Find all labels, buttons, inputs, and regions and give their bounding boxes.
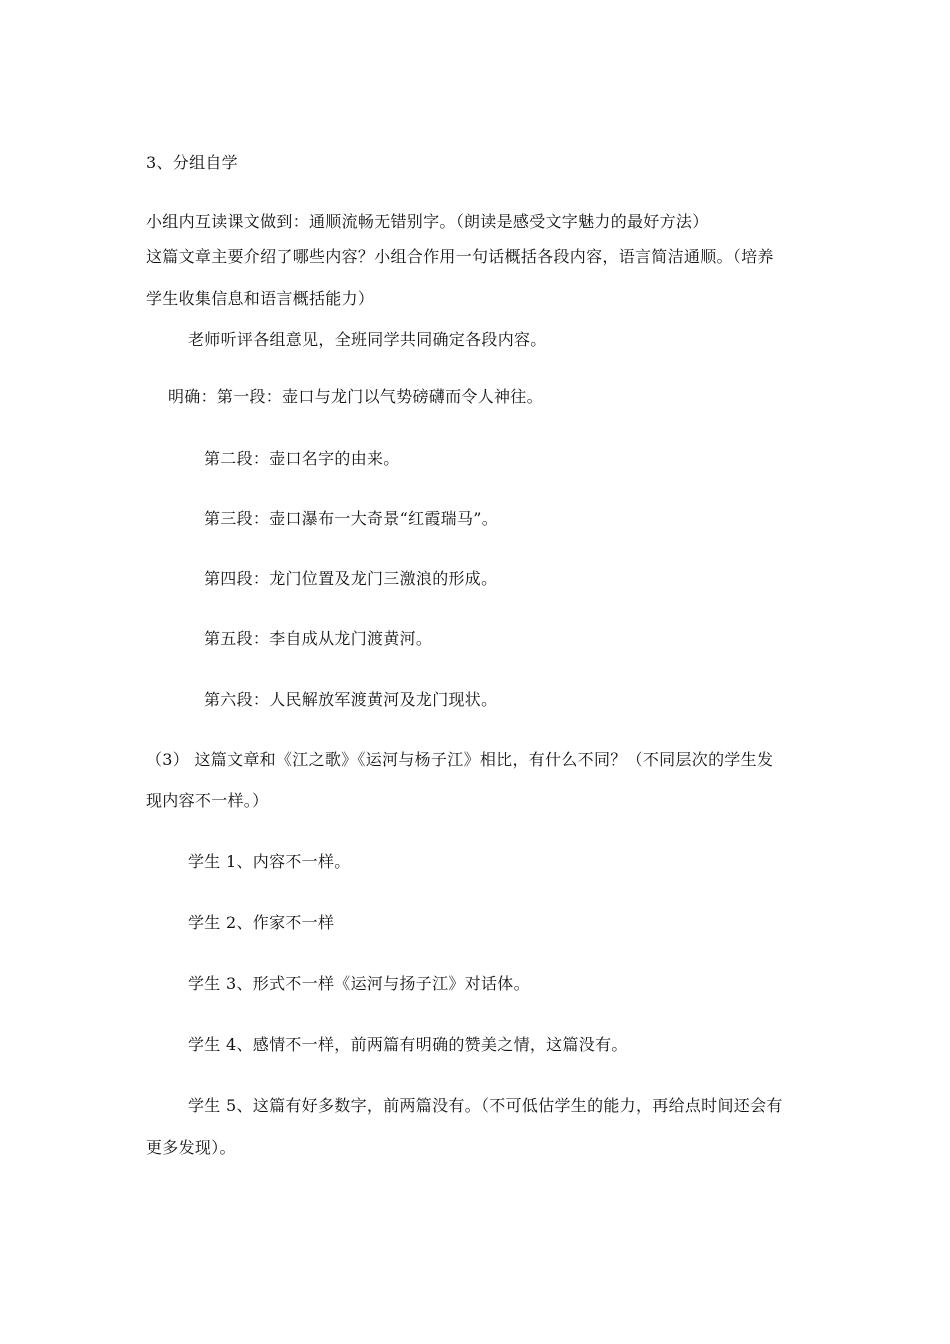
segment-3: 第三段：壶口瀑布一大奇景“红霞瑞马”。 xyxy=(204,509,499,528)
student-answer-5-line-2: 更多发现）。 xyxy=(146,1138,236,1157)
question-3-line-1: （3） 这篇文章和《江之歌》《运河与杨子江》相比，有什么不同？（不同层次的学生发 xyxy=(146,750,774,769)
student-answer-4: 学生 4、感情不一样，前两篇有明确的赞美之情，这篇没有。 xyxy=(188,1035,628,1054)
student-answer-5-line-1: 学生 5、这篇有好多数字，前两篇没有。（不可低估学生的能力，再给点时间还会有 xyxy=(188,1096,783,1115)
student-answer-2: 学生 2、作家不一样 xyxy=(188,913,335,932)
segment-4: 第四段：龙门位置及龙门三激浪的形成。 xyxy=(204,569,498,588)
teacher-note: 老师听评各组意见，全班同学共同确定各段内容。 xyxy=(188,330,547,349)
paragraph-summary-line-1: 这篇文章主要介绍了哪些内容？小组合作用一句话概括各段内容，语言简洁通顺。（培养 xyxy=(146,247,774,266)
student-answer-3: 学生 3、形式不一样《运河与扬子江》对话体。 xyxy=(188,974,530,993)
paragraph-read-aloud: 小组内互读课文做到：通顺流畅无错别字。（朗读是感受文字魅力的最好方法） xyxy=(146,212,709,231)
segment-2: 第二段：壶口名字的由来。 xyxy=(204,449,400,468)
question-3-line-2: 现内容不一样。） xyxy=(146,791,269,810)
section-heading: 3、分组自学 xyxy=(146,153,238,172)
clarify-segment-1: 明确：第一段：壶口与龙门以气势磅礴而令人神往。 xyxy=(168,387,543,406)
segment-6: 第六段：人民解放军渡黄河及龙门现状。 xyxy=(204,690,498,709)
segment-5: 第五段：李自成从龙门渡黄河。 xyxy=(204,629,433,648)
paragraph-summary-line-2: 学生收集信息和语言概括能力） xyxy=(146,289,375,308)
student-answer-1: 学生 1、内容不一样。 xyxy=(188,852,351,871)
